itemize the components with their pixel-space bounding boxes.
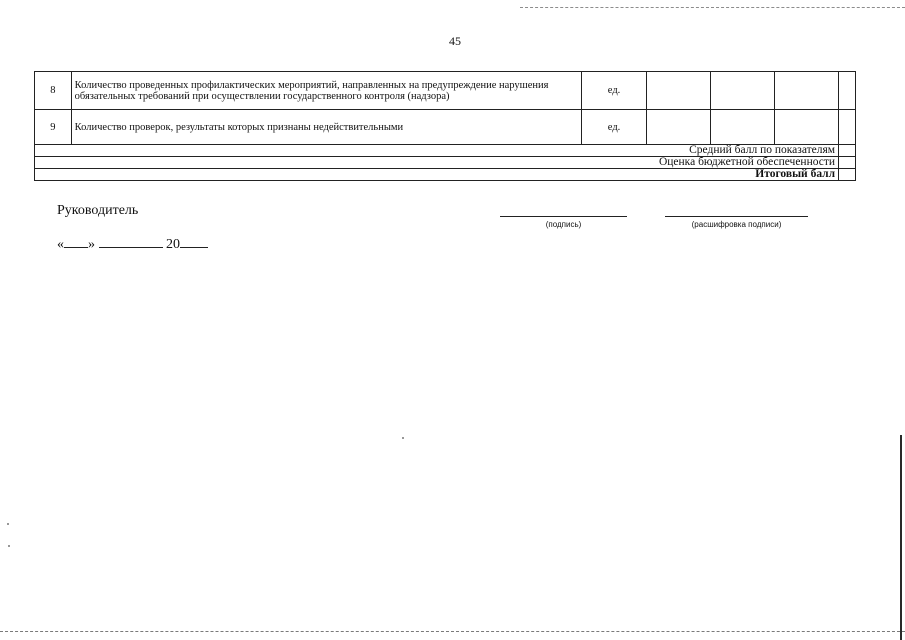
scan-speck (8, 545, 10, 547)
date-open-quote: « (57, 237, 64, 252)
indicator-name: Количество проведенных профилактических мероприятий, направленных на предупреждение нарушения обязательных требований при осуществлении государственного контроля (надзора) (71, 72, 582, 110)
budget-score-label: Оценка бюджетной обеспеченности (35, 157, 839, 169)
scan-speck (402, 437, 404, 439)
total-score-label: Итоговый балл (35, 169, 839, 181)
signature-title: Руководитель (57, 203, 139, 218)
indicators-table (34, 71, 856, 181)
unit-cell: ед. (582, 72, 646, 110)
value-cell (710, 72, 774, 110)
date-line (57, 234, 208, 253)
day-blank (64, 234, 88, 248)
decoding-line (665, 216, 808, 217)
row-number: 8 (35, 72, 72, 110)
budget-score-cell (839, 157, 856, 169)
value-cell (646, 110, 710, 145)
score-cell (839, 110, 856, 145)
summary-row-total (35, 169, 856, 181)
value-cell (774, 72, 838, 110)
scan-artifact-edge (900, 435, 902, 640)
table-row (35, 72, 856, 110)
indicator-name: Количество проверок, результаты которых признаны недействительными (71, 110, 582, 145)
score-cell (839, 72, 856, 110)
year-blank (180, 234, 208, 248)
average-score-cell (839, 145, 856, 157)
value-cell (710, 110, 774, 145)
date-close-quote: » (88, 237, 95, 252)
scan-artifact-top (520, 7, 905, 8)
signature-caption: (подпись) (545, 220, 582, 229)
value-cell (774, 110, 838, 145)
row-number: 9 (35, 110, 72, 145)
summary-row-average (35, 145, 856, 157)
decoding-caption: (расшифровка подписи) (691, 220, 782, 229)
average-score-label: Средний балл по показателям (35, 145, 839, 157)
unit-cell: ед. (582, 110, 646, 145)
value-cell (646, 72, 710, 110)
month-blank (99, 234, 163, 248)
page-number: 45 (449, 34, 461, 48)
scan-speck (7, 523, 9, 525)
table-row (35, 110, 856, 145)
summary-row-budget (35, 157, 856, 169)
year-prefix: 20 (166, 237, 180, 252)
scan-artifact-bottom (0, 631, 905, 632)
total-score-cell (839, 169, 856, 181)
signature-line (500, 216, 627, 217)
